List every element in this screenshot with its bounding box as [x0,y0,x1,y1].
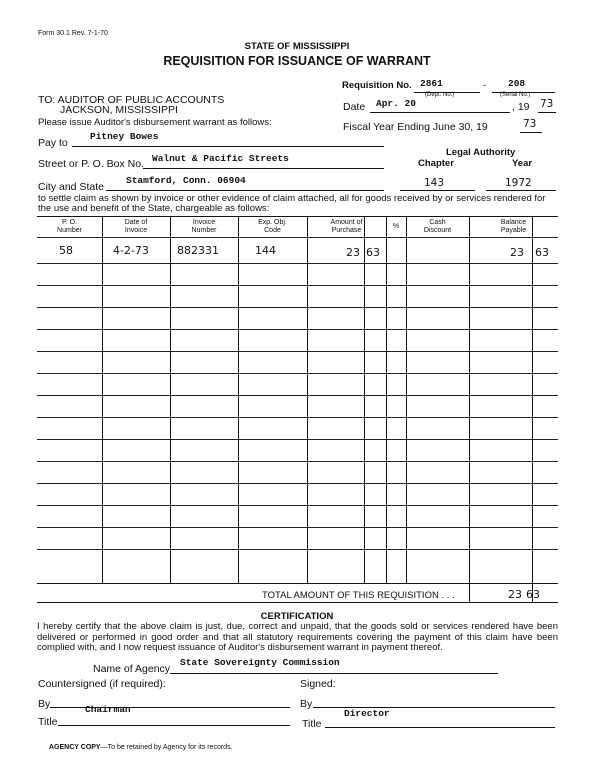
addressee-line1: TO: AUDITOR OF PUBLIC ACCOUNTS [38,94,225,106]
city-field[interactable]: Stamford, Conn. 06904 [126,175,246,186]
cell-invoice[interactable]: 882331 [177,244,219,257]
col-header-date: Date of Invoice [124,219,148,234]
year-field[interactable]: 73 [540,98,554,110]
total-dollars: 23 [508,588,522,601]
pay-to-label: Pay to [38,137,68,149]
cell-amount-cents[interactable]: 63 [366,246,380,259]
title-label-left: Title [38,716,58,728]
cell-balance-dollars[interactable]: 23 [510,246,524,259]
form-title: REQUISITION FOR ISSUANCE OF WARRANT [163,54,431,68]
certification-text: I hereby certify that the above claim is just, due, correct and unpaid, that the goods sold or services rendered have been delivered or performed in good order and that all statutory requirements covering the payment of this claim have been complied with, and I now request issuance of Auditor's disbursement warrant in payment thereof. [37,621,558,653]
requisition-label: Requisition No. [342,80,412,91]
state-heading: STATE OF MISSISSIPPI [244,41,350,52]
total-label: TOTAL AMOUNT OF THIS REQUISITION . . . [262,590,455,601]
pay-to-field[interactable]: Pitney Bowes [90,131,159,142]
settle-text: to settle claim as shown by invoice or other evidence of claim attached, all for goods received by or services rendered for the use and benefit of the State, chargeable as follows: [38,193,546,214]
col-header-exp-code: Exp. Obj. Code [258,219,287,234]
cell-balance-cents[interactable]: 63 [535,246,549,259]
serial-caption: (Serial No.) [500,92,531,98]
fiscal-label: Fiscal Year Ending June 30, 19 [343,121,488,133]
cell-exp-code[interactable]: 144 [255,244,276,257]
chapter-field[interactable]: 143 [424,177,445,189]
dept-caption: (Dept. No.) [425,92,455,98]
signed-label: Signed: [300,678,336,690]
legal-authority-title: Legal Authority [446,147,516,158]
year-prefix: 19 [517,101,530,113]
dept-no-field[interactable]: 2861 [420,78,443,89]
year-authority-field[interactable]: 1972 [505,177,532,189]
signer-title-value[interactable]: Director [344,708,390,719]
addressee-line2: JACKSON, MISSISSIPPI [60,104,178,116]
total-cents: 63 [526,588,540,601]
form-id: Form 30.1 Rev. 7-1-70 [38,30,108,37]
year-label: Year [512,158,533,169]
cell-amount-dollars[interactable]: 23 [346,246,360,259]
col-header-po: P. O. Number [57,219,82,234]
date-label: Date [343,101,366,113]
col-header-amount: Amount of Purchase [330,219,363,234]
date-field[interactable]: Apr. 20 [376,98,416,109]
agency-label: Name of Agency [93,663,171,675]
instruction-text: Please issue Auditor's disbursement warrant as follows: [38,117,272,128]
footer-note: AGENCY COPY—To be retained by Agency for its records. [49,744,233,751]
chapter-label: Chapter [418,158,454,169]
by-label-left: By [38,698,51,710]
charges-table [37,216,558,603]
cell-date[interactable]: 4-2-73 [113,244,149,257]
countersign-title-value[interactable]: Chairman [85,704,131,715]
col-header-percent: % [392,223,400,230]
col-header-balance: Balance Payable [500,219,527,234]
fiscal-year-field[interactable]: 73 [523,118,537,130]
street-label: Street or P. O. Box No. [38,158,145,170]
col-header-invoice: Invoice Number [191,219,217,234]
title-label-right: Title [302,718,322,730]
city-label: City and State [38,181,104,193]
col-header-discount: Cash Discount [423,219,452,234]
serial-no-field[interactable]: 208 [508,78,526,89]
certification-title: CERTIFICATION [260,611,334,622]
agency-field[interactable]: State Sovereignty Commission [180,657,340,668]
countersigned-label: Countersigned (if required): [38,678,166,690]
cell-po[interactable]: 58 [59,244,73,257]
by-label-right: By [300,698,313,710]
street-field[interactable]: Walnut & Pacific Streets [152,153,289,164]
